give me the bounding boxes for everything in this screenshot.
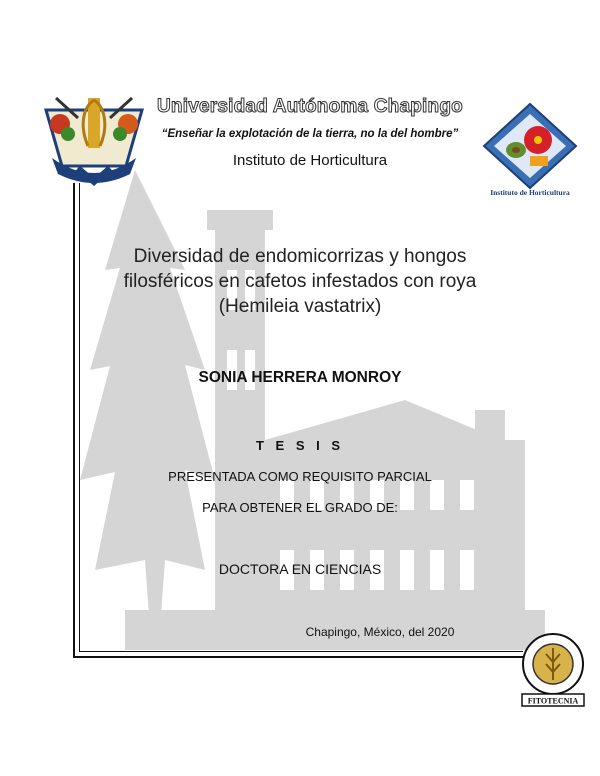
thesis-title: [90, 244, 510, 319]
frame-left-inner-line: [79, 183, 80, 652]
fitotecnia-caption: FITOTECNIA: [527, 696, 579, 706]
institute-name: Instituto de Horticultura: [232, 152, 388, 169]
fitotecnia-logo-icon: [510, 628, 596, 710]
thesis-title-line-3: (Hemileia vastatrix): [218, 296, 382, 317]
frame-left-line: [73, 183, 75, 658]
thesis-title-line-1: Diversidad de endomicorrizas y hongos: [133, 246, 467, 267]
frame-bottom-inner-line: [79, 651, 523, 652]
author-name: SONIA HERRERA MONROY: [198, 369, 402, 386]
place-date: Chapingo, México, del 2020: [305, 625, 455, 639]
instituto-horticultura-logo-icon: [480, 100, 580, 198]
horticultura-logo-caption: Instituto de Horticultura: [490, 188, 570, 197]
degree-name: DOCTORA EN CIENCIAS: [218, 561, 382, 577]
requirement-line-2: PARA OBTENER EL GRADO DE:: [202, 500, 398, 515]
document-type: T E S I S: [255, 438, 344, 453]
thesis-title-line-2: filosféricos en cafetos infestados con roya: [123, 271, 477, 292]
frame-bottom-line: [73, 656, 523, 658]
university-name: Universidad Autónoma Chapingo: [157, 96, 463, 117]
requirement-line-1: PRESENTADA COMO REQUISITO PARCIAL: [168, 469, 432, 484]
university-motto: “Enseñar la explotación de la tierra, no la del hombre”: [161, 128, 459, 140]
